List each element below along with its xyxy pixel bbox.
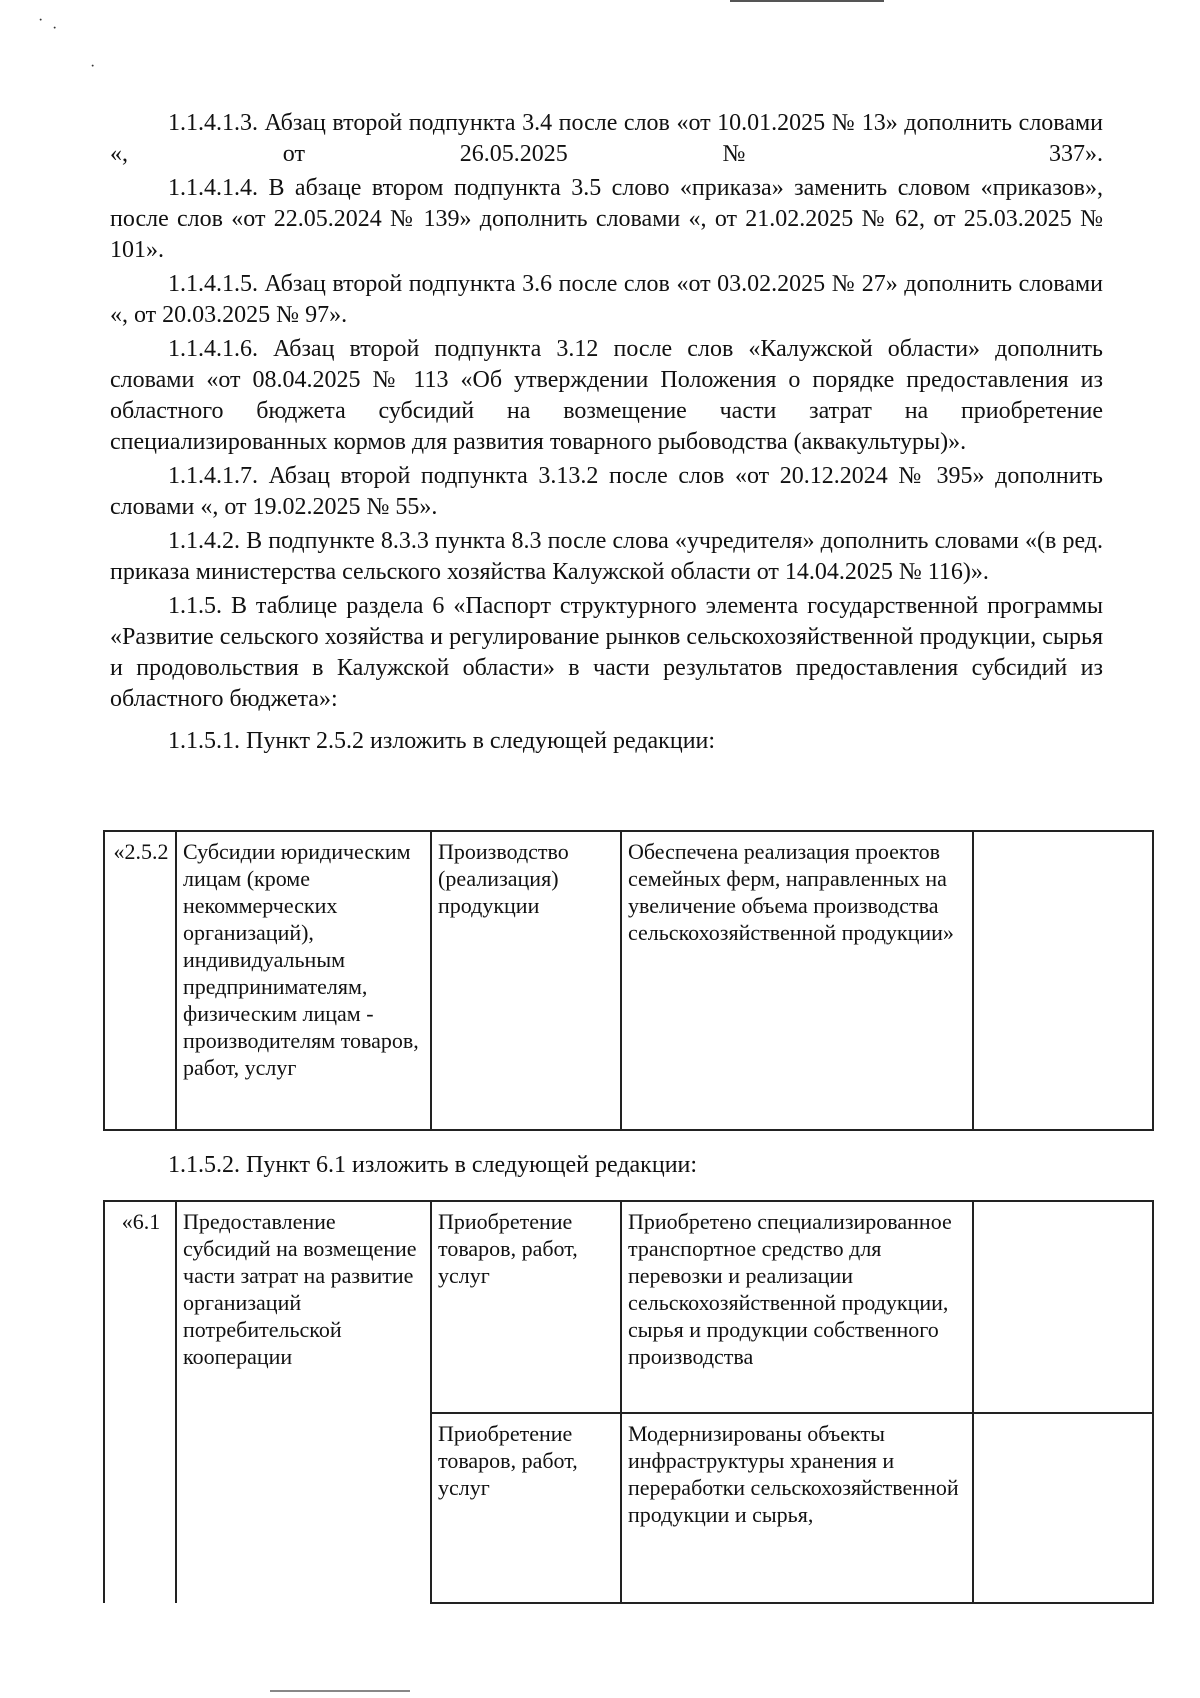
paragraph-1-1-5-1: 1.1.5.1. Пункт 2.5.2 изложить в следующей редакции: — [168, 728, 716, 754]
table-row — [104, 831, 1153, 1130]
result-type-cell: Приобретение товаров, работ, услуг — [431, 1413, 621, 1603]
item-number-cell: «6.1 — [104, 1201, 176, 1603]
table-item-6-1 — [103, 1200, 1154, 1604]
table-row — [104, 1201, 1153, 1413]
item-number-cell: «2.5.2 — [104, 831, 176, 1130]
scan-mark: · — [38, 12, 44, 29]
paragraph-1-1-4-1-3: 1.1.4.1.3. Абзац второй подпункта 3.4 после слов «от 10.01.2025 № 13» дополнить словами «, от 26.05.2025 № 337». — [110, 110, 1103, 167]
paragraph-1-1-4-1-5: 1.1.4.1.5. Абзац второй подпункта 3.6 после слов «от 03.02.2025 № 27» дополнить словами «, от 20.03.2025 № 97». — [110, 271, 1103, 328]
subsidy-name-cell: Субсидии юридическим лицам (кроме некоммерческих организаций), индивидуальным предпринимателям, физическим лицам - производителям товаров, работ, услуг — [176, 831, 431, 1130]
empty-cell — [973, 1413, 1153, 1603]
scan-mark: · — [90, 58, 96, 75]
paragraph-1-1-4-1-4: 1.1.4.1.4. В абзаце втором подпункта 3.5 слово «приказа» заменить словом «приказов», после слов «от 22.05.2024 № 139» дополнить словами «, от 21.02.2025 № 62, от 25.03.2025 № 101». — [110, 175, 1103, 263]
empty-cell — [973, 1201, 1153, 1413]
result-type-cell: Производство (реализация) продукции — [431, 831, 621, 1130]
empty-cell — [973, 831, 1153, 1130]
paragraph-1-1-5: 1.1.5. В таблице раздела 6 «Паспорт структурного элемента государственной программы «Развитие сельского хозяйства и регулирование рынков сельскохозяйственной продукции, сырья и продовольствия в Калужской области» в части результатов предоставления субсидий из областного бюджета»: — [110, 593, 1103, 712]
scan-mark: · — [52, 20, 58, 37]
subsidy-name-cell: Предоставление субсидий на возмещение части затрат на развитие организаций потребительской кооперации — [176, 1201, 431, 1603]
paragraph-1-1-5-2: 1.1.5.2. Пункт 6.1 изложить в следующей редакции: — [168, 1152, 698, 1178]
paragraph-1-1-4-1-6: 1.1.4.1.6. Абзац второй подпункта 3.12 после слов «Калужской области» дополнить словами «от 08.04.2025 № 113 «Об утверждении Положения о порядке предоставления из областного бюджета субсидий на возмещение части затрат на приобретение специализированных кормов для развития товарного рыбоводства (аквакультуры)». — [110, 336, 1103, 455]
table-item-2-5-2 — [103, 830, 1154, 1131]
result-description-cell: Модернизированы объекты инфраструктуры хранения и переработки сельскохозяйственной продукции и сырья, — [621, 1413, 973, 1603]
document-text — [110, 108, 1103, 757]
result-description-cell: Приобретено специализированное транспортное средство для перевозки и реализации сельскохозяйственной продукции, сырья и продукции собственного производства — [621, 1201, 973, 1413]
bottom-rule — [270, 1690, 410, 1692]
result-description-cell: Обеспечена реализация проектов семейных ферм, направленных на увеличение объема производства сельскохозяйственной продукции» — [621, 831, 973, 1130]
result-type-cell: Приобретение товаров, работ, услуг — [431, 1201, 621, 1413]
paragraph-1-1-4-1-7: 1.1.4.1.7. Абзац второй подпункта 3.13.2 после слов «от 20.12.2024 № 395» дополнить словами «, от 19.02.2025 № 55». — [110, 463, 1103, 520]
top-rule — [730, 0, 884, 2]
paragraph-1-1-4-2: 1.1.4.2. В подпункте 8.3.3 пункта 8.3 после слова «учредителя» дополнить словами «(в ред. приказа министерства сельского хозяйства Калужской области от 14.04.2025 № 116)». — [110, 528, 1103, 585]
